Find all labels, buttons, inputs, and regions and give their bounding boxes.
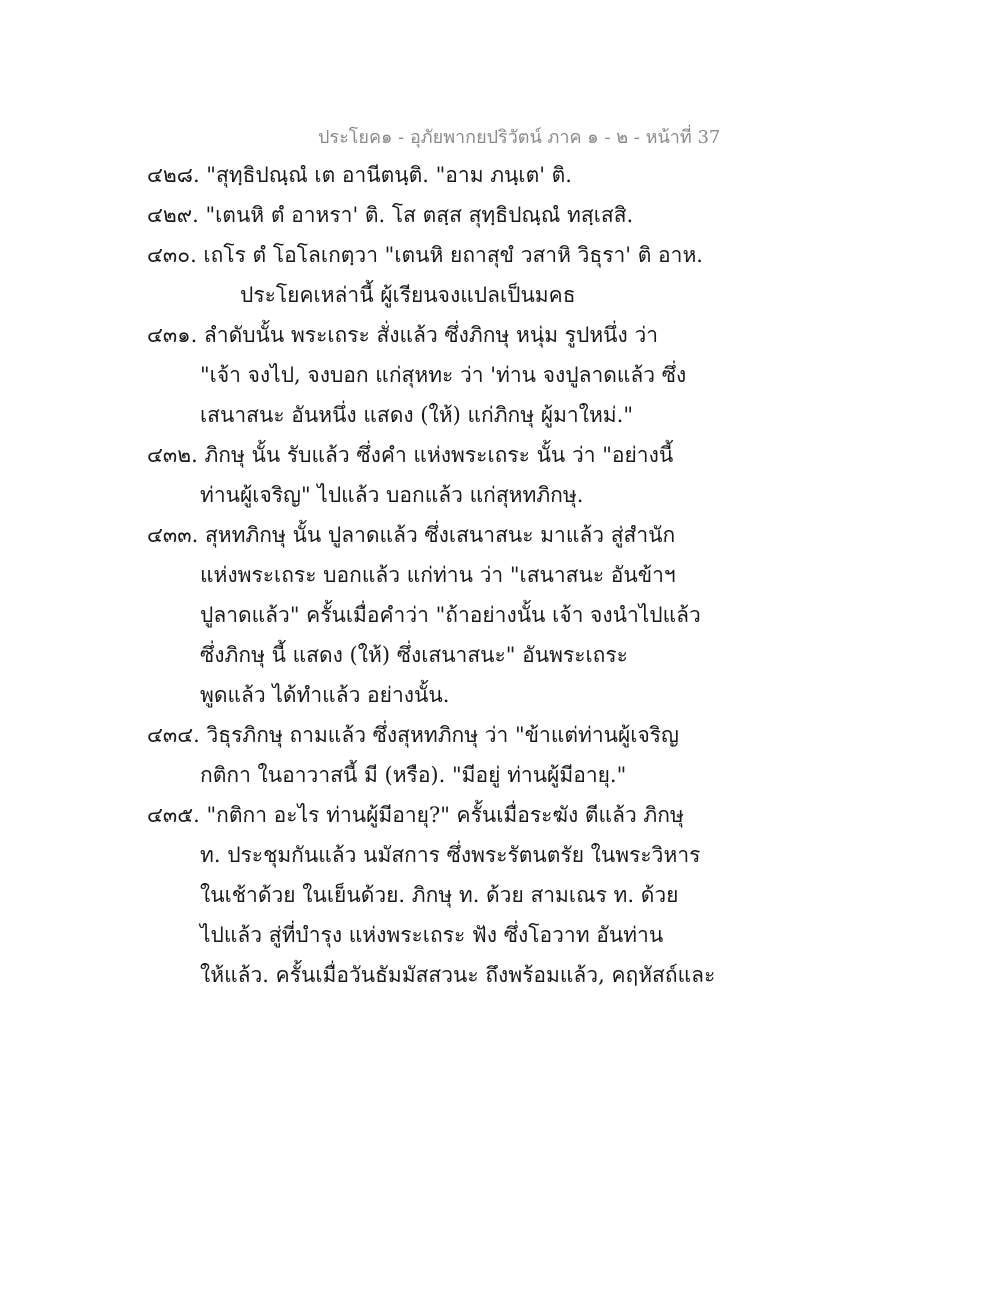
entry-435-cont-4: ให้แล้ว. ครั้นเมื่อวันธัมมัสสวนะ ถึงพร้อมแล้ว, คฤหัสถ์และ: [200, 963, 716, 987]
instruction-note: ประโยคเหล่านี้ ผู้เรียนจงแปลเป็นมคธ: [240, 283, 576, 307]
entry-435-cont-1: ท. ประชุมกันแล้ว นมัสการ ซึ่งพระรัตนตรัย ในพระวิหาร: [200, 843, 701, 867]
entry-433-cont-1: แห่งพระเถระ บอกแล้ว แก่ท่าน ว่า "เสนาสนะ อันข้าฯ: [200, 563, 676, 587]
entry-432: ๔๓๒. ภิกษุ นั้น รับแล้ว ซึ่งคำ แห่งพระเถระ นั้น ว่า "อย่างนี้: [147, 443, 674, 467]
entry-428: ๔๒๘. "สุทฺธิปณฺณํ เต อานีตนฺติ. "อาม ภนฺเต' ติ.: [147, 163, 572, 187]
entry-435-cont-2: ในเช้าด้วย ในเย็นด้วย. ภิกษุ ท. ด้วย สามเณร ท. ด้วย: [200, 883, 679, 907]
entry-430: ๔๓๐. เถโร ตํ โอโลเกตฺวา "เตนหิ ยถาสุขํ วสาหิ วิธุรา' ติ อาห.: [147, 243, 703, 267]
entry-431-cont-2: เสนาสนะ อันหนึ่ง แสดง (ให้) แก่ภิกษุ ผู้มาใหม่.": [200, 403, 633, 427]
entry-433-cont-3: ซึ่งภิกษุ นี้ แสดง (ให้) ซึ่งเสนาสนะ" อันพระเถระ: [200, 643, 628, 667]
page-header: ประโยค๑ - อุภัยพากยปริวัตน์ ภาค ๑ - ๒ - หน้าที่ 37: [318, 127, 721, 148]
entry-432-cont-1: ท่านผู้เจริญ" ไปแล้ว บอกแล้ว แก่สุหทภิกษุ.: [200, 483, 584, 507]
entry-431: ๔๓๑. ลำดับนั้น พระเถระ สั่งแล้ว ซึ่งภิกษุ หนุ่ม รูปหนึ่ง ว่า: [147, 323, 659, 347]
entry-433-cont-4: พูดแล้ว ได้ทำแล้ว อย่างนั้น.: [200, 683, 450, 707]
entry-433: ๔๓๓. สุหทภิกษุ นั้น ปูลาดแล้ว ซึ่งเสนาสนะ มาแล้ว สู่สำนัก: [147, 523, 676, 547]
entry-435: ๔๓๕. "กติกา อะไร ท่านผู้มีอายุ?" ครั้นเมื่อระฆัง ตีแล้ว ภิกษุ: [147, 803, 684, 827]
entry-435-cont-3: ไปแล้ว สู่ที่บำรุง แห่งพระเถระ ฟัง ซึ่งโอวาท อันท่าน: [200, 923, 664, 947]
entry-429: ๔๒๙. "เตนหิ ตํ อาหรา' ติ. โส ตสฺส สุทฺธิปณฺณํ ทสฺเสสิ.: [147, 203, 634, 227]
entry-434: ๔๓๔. วิธุรภิกษุ ถามแล้ว ซึ่งสุหทภิกษุ ว่า "ข้าแต่ท่านผู้เจริญ: [147, 723, 679, 747]
entry-433-cont-2: ปูลาดแล้ว" ครั้นเมื่อคำว่า "ถ้าอย่างนั้น เจ้า จงนำไปแล้ว: [200, 603, 701, 627]
entry-431-cont-1: "เจ้า จงไป, จงบอก แก่สุหทะ ว่า 'ท่าน จงปูลาดแล้ว ซึ่ง: [200, 363, 687, 387]
entry-434-cont-1: กติกา ในอาวาสนี้ มี (หรือ). "มีอยู่ ท่านผู้มีอายุ.": [200, 763, 627, 787]
